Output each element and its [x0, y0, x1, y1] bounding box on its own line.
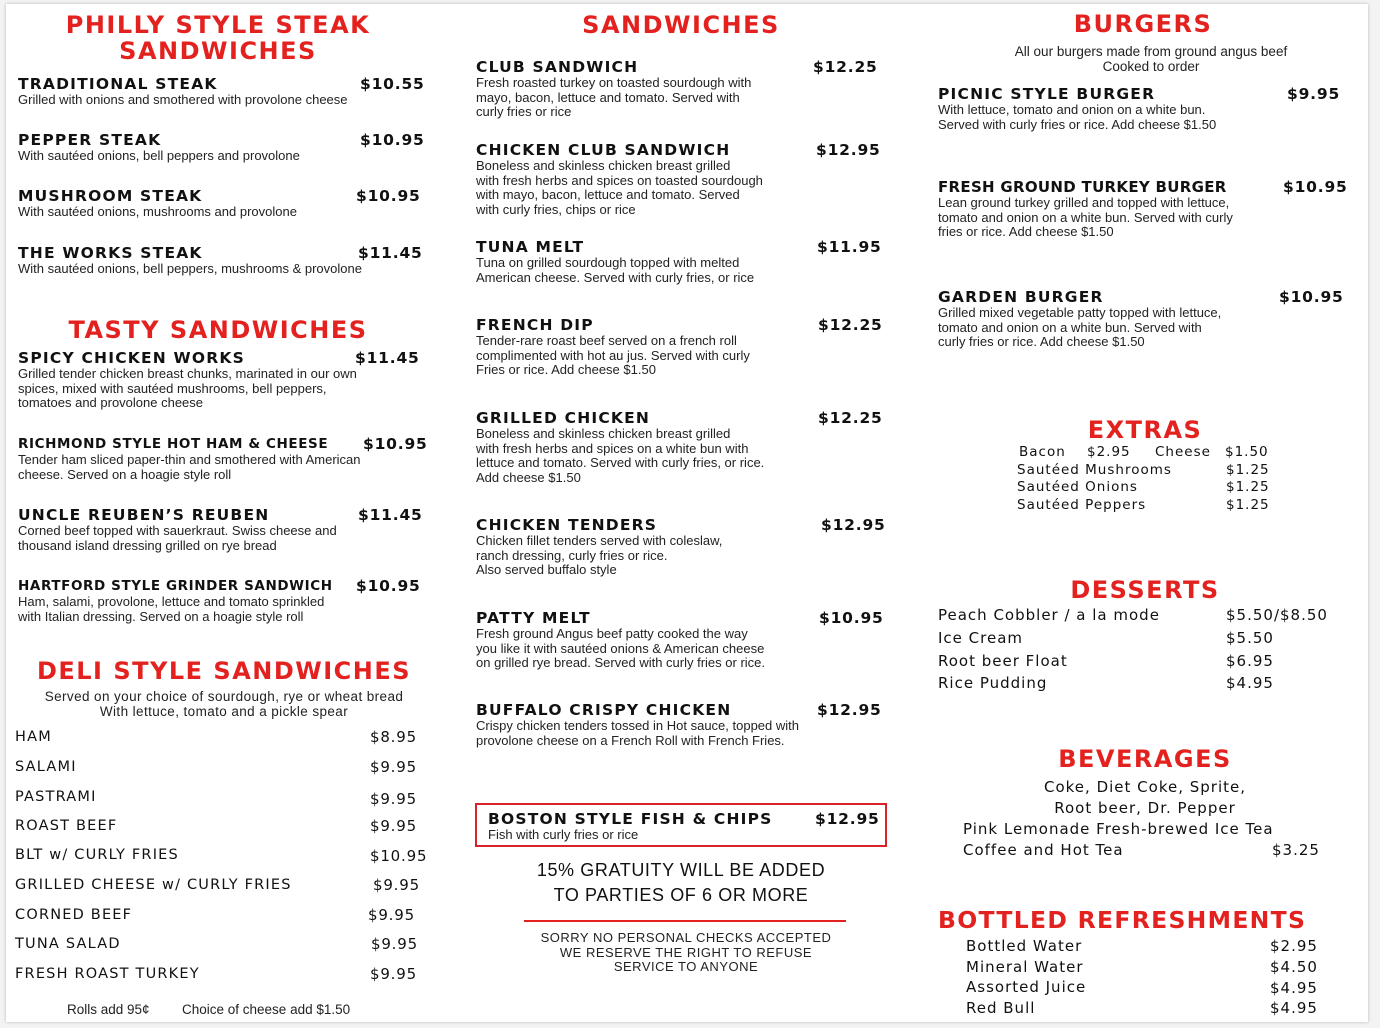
beverage-line: Pink Lemonade Fresh-brewed Ice Tea	[963, 820, 1274, 838]
item-desc: Tender-rare roast beef served on a french roll	[476, 333, 737, 348]
item-desc: Also served buffalo style	[476, 562, 617, 578]
deli-item-price: $9.95	[368, 906, 415, 924]
item-price: $12.25	[818, 316, 883, 334]
item-price: $10.95	[1283, 178, 1348, 196]
deli-subtitle	[18, 690, 430, 719]
extra-price: $1.25	[1226, 497, 1270, 513]
item-name: CHICKEN TENDERS	[476, 516, 658, 534]
dessert-price: $5.50	[1226, 629, 1274, 647]
item-name: UNCLE REUBEN’S REUBEN	[18, 506, 270, 524]
deli-item-price: $9.95	[370, 758, 417, 776]
item-desc: lettuce and tomato. Served with curly fries, or rice.	[476, 455, 765, 471]
burgers-subtitle	[938, 45, 1364, 74]
item-name: TRADITIONAL STEAK	[18, 75, 218, 93]
menu-item	[18, 577, 430, 624]
item-desc: tomato and onion on a white bun. Served with	[938, 319, 1202, 335]
item-desc: Tuna on grilled sourdough topped with melted	[476, 255, 740, 270]
item-name: BUFFALO CRISPY CHICKEN	[476, 701, 732, 719]
menu-item	[476, 609, 888, 671]
menu-item	[938, 288, 1350, 350]
dessert-price: $5.50/$8.50	[1226, 606, 1328, 624]
item-desc: with fresh herbs and spices on toasted sourdough	[476, 172, 763, 188]
item-name: SPICY CHICKEN WORKS	[18, 349, 245, 367]
deli-item-name: PASTRAMI	[15, 789, 97, 805]
deli-footer-rolls: Rolls add 95¢	[67, 1002, 150, 1017]
menu-item	[18, 349, 430, 411]
item-desc: Boneless and skinless chicken breast grilled	[476, 158, 731, 173]
deli-title: DELI STYLE SANDWICHES	[36, 657, 412, 685]
item-desc: mayo, bacon, lettuce and tomato. Served with	[476, 89, 740, 105]
item-desc: tomato and onion on a white bun. Served with curly	[938, 209, 1233, 225]
item-desc: fries or rice. Add cheese $1.50	[938, 224, 1114, 240]
dessert-price: $6.95	[1226, 652, 1274, 670]
item-name: GARDEN BURGER	[938, 288, 1104, 306]
dessert-name: Peach Cobbler / a la mode	[938, 606, 1160, 624]
item-name: THE WORKS STEAK	[18, 244, 203, 262]
bottled-price: $4.50	[1270, 958, 1318, 976]
deli-subtitle-line: With lettuce, tomato and a pickle spear	[99, 703, 349, 719]
extra-price: $1.25	[1226, 479, 1270, 495]
item-desc: on grilled rye bread. Served with curly fries or rice.	[476, 655, 766, 671]
menu-item	[18, 244, 430, 277]
item-name: RICHMOND STYLE HOT HAM & CHEESE	[18, 436, 329, 452]
menu-item	[938, 178, 1350, 240]
menu-item	[18, 187, 430, 220]
extra-price: $1.25	[1226, 462, 1270, 478]
desserts-title: DESSERTS	[1070, 576, 1220, 604]
menu-item	[476, 316, 888, 378]
item-price: $9.95	[1287, 85, 1341, 103]
deli-subtitle-line: Served on your choice of sourdough, rye or wheat bread	[44, 689, 404, 704]
item-desc: Lean ground turkey grilled and topped with lettuce,	[938, 195, 1230, 210]
deli-item-name: SALAMI	[15, 759, 77, 775]
extra-name: Sautéed Peppers	[1017, 497, 1147, 513]
item-price: $12.95	[816, 141, 881, 159]
item-price: $12.95	[817, 701, 882, 719]
item-desc: provolone cheese on a French Roll with French Fries.	[476, 732, 785, 748]
item-price: $10.95	[360, 131, 425, 149]
beverage-name: Coffee and Hot Tea	[963, 841, 1124, 859]
item-desc: Grilled tender chicken breast chunks, marinated in our own	[18, 366, 357, 381]
menu-item	[476, 238, 888, 285]
item-name: TUNA MELT	[476, 238, 585, 256]
item-price: $10.95	[363, 435, 428, 453]
bottled-name: Red Bull	[966, 999, 1036, 1017]
item-desc: with mayo, bacon, lettuce and tomato. Served	[476, 187, 740, 203]
item-desc: spices, mixed with sautéed mushrooms, bell peppers,	[18, 380, 327, 396]
deli-item-price: $9.95	[371, 935, 418, 953]
item-name: FRENCH DIP	[476, 316, 594, 334]
dessert-price: $4.95	[1226, 674, 1274, 692]
item-desc: Fresh ground Angus beef patty cooked the way	[476, 626, 748, 641]
bottled-name: Assorted Juice	[966, 978, 1087, 996]
item-desc: Tender ham sliced paper-thin and smothered with American	[18, 452, 361, 467]
item-price: $11.45	[355, 349, 420, 367]
menu-item	[938, 85, 1350, 132]
philly-title-line: SANDWICHES	[119, 37, 317, 65]
item-price: $11.45	[358, 506, 423, 524]
deli-item-price: $9.95	[370, 817, 417, 835]
menu-item	[476, 701, 888, 748]
burgers-subtitle-line: Cooked to order	[1102, 58, 1200, 74]
item-price: $10.95	[1279, 288, 1344, 306]
menu-item	[476, 516, 891, 578]
menu-item	[18, 75, 430, 108]
beverage-price: $3.25	[1272, 841, 1320, 859]
menu-item	[476, 141, 888, 217]
item-desc: with Italian dressing. Served on a hoagie style roll	[18, 608, 304, 624]
deli-footer-cheese: Choice of cheese add $1.50	[182, 1002, 351, 1017]
philly-title-line: PHILLY STYLE STEAK	[65, 11, 371, 39]
item-name: PATTY MELT	[476, 609, 591, 627]
bottled-name: Mineral Water	[966, 958, 1084, 976]
item-desc: with fresh herbs and spices on a white bun with	[476, 440, 749, 456]
beverages-title: BEVERAGES	[1058, 745, 1232, 773]
deli-item-name: ROAST BEEF	[15, 818, 118, 834]
deli-item-name: GRILLED CHEESE w/ CURLY FRIES	[15, 877, 292, 893]
item-name: GRILLED CHICKEN	[476, 409, 651, 427]
deli-item-price: $8.95	[370, 728, 417, 746]
item-desc: Corned beef topped with sauerkraut. Swiss cheese and	[18, 523, 337, 538]
menu-item	[476, 409, 888, 485]
dessert-name: Ice Cream	[938, 629, 1024, 647]
item-desc: Chicken fillet tenders served with coleslaw,	[476, 533, 723, 548]
item-desc: Served with curly fries or rice. Add cheese $1.50	[938, 116, 1217, 132]
item-desc: you like it with sautéed onions & American cheese	[476, 640, 765, 656]
item-desc: American cheese. Served with curly fries, or rice	[476, 269, 755, 285]
extra-price: $2.95	[1087, 444, 1131, 460]
fish-name: BOSTON STYLE FISH & CHIPS	[488, 810, 773, 828]
item-price: $11.95	[817, 238, 882, 256]
item-price: $10.95	[819, 609, 884, 627]
extra-name: Sautéed Onions	[1017, 479, 1138, 495]
bottled-name: Bottled Water	[966, 937, 1083, 955]
item-desc: Boneless and skinless chicken breast grilled	[476, 426, 731, 441]
divider	[524, 920, 846, 922]
item-desc: Fresh roasted turkey on toasted sourdough with	[476, 75, 752, 90]
item-desc: With sautéed onions, bell peppers and provolone	[18, 148, 300, 163]
deli-item-price: $10.95	[370, 847, 428, 865]
bottled-price: $4.95	[1270, 979, 1318, 997]
item-desc: With sautéed onions, bell peppers, mushrooms & provolone	[18, 261, 362, 276]
extra-name: Cheese	[1155, 444, 1211, 460]
item-price: $11.45	[358, 244, 423, 262]
fish-desc: Fish with curly fries or rice	[488, 827, 639, 842]
item-name: HARTFORD STYLE GRINDER SANDWICH	[18, 578, 333, 594]
extra-price: $1.50	[1225, 444, 1269, 460]
burgers-subtitle-line: All our burgers made from ground angus beef	[1014, 44, 1288, 59]
extra-name: Bacon	[1019, 444, 1066, 460]
checks-notice	[480, 931, 892, 975]
item-desc: Grilled with onions and smothered with provolone cheese	[18, 92, 348, 107]
deli-item-name: BLT w/ CURLY FRIES	[15, 847, 179, 863]
deli-item-price: $9.95	[370, 790, 417, 808]
beverage-line: Root beer, Dr. Pepper	[1054, 799, 1236, 817]
item-desc: complimented with hot au jus. Served with curly	[476, 347, 750, 363]
menu-item	[18, 435, 430, 482]
deli-item-price: $9.95	[373, 876, 420, 894]
item-desc: With lettuce, tomato and onion on a white bun.	[938, 102, 1206, 117]
notice-line: SERVICE TO ANYONE	[613, 959, 759, 975]
menu-item	[476, 58, 888, 120]
deli-item-name: TUNA SALAD	[15, 936, 121, 952]
beverage-line: Coke, Diet Coke, Sprite,	[1044, 778, 1246, 796]
item-desc: with curly fries, chips or rice	[476, 201, 636, 217]
item-desc: curly fries or rice	[476, 104, 572, 120]
item-desc: ranch dressing, curly fries or rice.	[476, 547, 668, 563]
gratuity-note	[475, 858, 887, 908]
bottled-title: BOTTLED REFRESHMENTS	[938, 906, 1307, 934]
bottled-price: $2.95	[1270, 937, 1318, 955]
item-price: $12.25	[813, 58, 878, 76]
bottled-price: $4.95	[1270, 999, 1318, 1017]
deli-item-name: CORNED BEEF	[15, 907, 133, 923]
item-desc: cheese. Served on a hoagie style roll	[18, 466, 232, 482]
dessert-name: Rice Pudding	[938, 674, 1048, 692]
notice-line: WE RESERVE THE RIGHT TO REFUSE	[559, 944, 813, 960]
fish-price: $12.95	[815, 810, 880, 828]
gratuity-line: TO PARTIES OF 6 OR MORE	[553, 885, 809, 905]
item-name: PEPPER STEAK	[18, 131, 162, 149]
item-desc: Ham, salami, provolone, lettuce and tomato sprinkled	[18, 594, 325, 609]
item-desc: Grilled mixed vegetable patty topped with lettuce,	[938, 305, 1222, 320]
deli-item-price: $9.95	[370, 965, 417, 983]
philly-title	[18, 12, 418, 64]
extras-title: EXTRAS	[1087, 416, 1203, 444]
sandwiches-title: SANDWICHES	[582, 11, 780, 39]
menu-item	[18, 506, 430, 553]
deli-item-name: HAM	[15, 729, 52, 745]
item-desc: curly fries or rice. Add cheese $1.50	[938, 334, 1145, 350]
item-name: CHICKEN CLUB SANDWICH	[476, 141, 731, 159]
item-desc: thousand island dressing grilled on rye bread	[18, 537, 277, 553]
item-desc: Fries or rice. Add cheese $1.50	[476, 362, 656, 378]
burgers-title: BURGERS	[1073, 10, 1213, 38]
item-name: FRESH GROUND TURKEY BURGER	[938, 178, 1227, 196]
item-price: $10.95	[356, 577, 421, 595]
item-desc: Crispy chicken tenders tossed in Hot sauce, topped with	[476, 718, 800, 733]
item-name: PICNIC STYLE BURGER	[938, 85, 1156, 103]
item-price: $10.55	[360, 75, 425, 93]
item-desc: tomatoes and provolone cheese	[18, 395, 204, 411]
item-name: MUSHROOM STEAK	[18, 187, 203, 205]
item-name: CLUB SANDWICH	[476, 58, 639, 76]
extra-name: Sautéed Mushrooms	[1017, 462, 1172, 478]
item-price: $10.95	[356, 187, 421, 205]
item-price: $12.25	[818, 409, 883, 427]
gratuity-line: 15% GRATUITY WILL BE ADDED	[536, 860, 826, 880]
menu-item	[18, 131, 430, 164]
deli-item-name: FRESH ROAST TURKEY	[15, 966, 200, 982]
tasty-title: TASTY SANDWICHES	[68, 316, 368, 344]
notice-line: SORRY NO PERSONAL CHECKS ACCEPTED	[540, 930, 832, 945]
item-price: $12.95	[821, 516, 886, 534]
dessert-name: Root beer Float	[938, 652, 1068, 670]
item-desc: With sautéed onions, mushrooms and provolone	[18, 204, 297, 219]
item-desc: Add cheese $1.50	[476, 469, 581, 485]
